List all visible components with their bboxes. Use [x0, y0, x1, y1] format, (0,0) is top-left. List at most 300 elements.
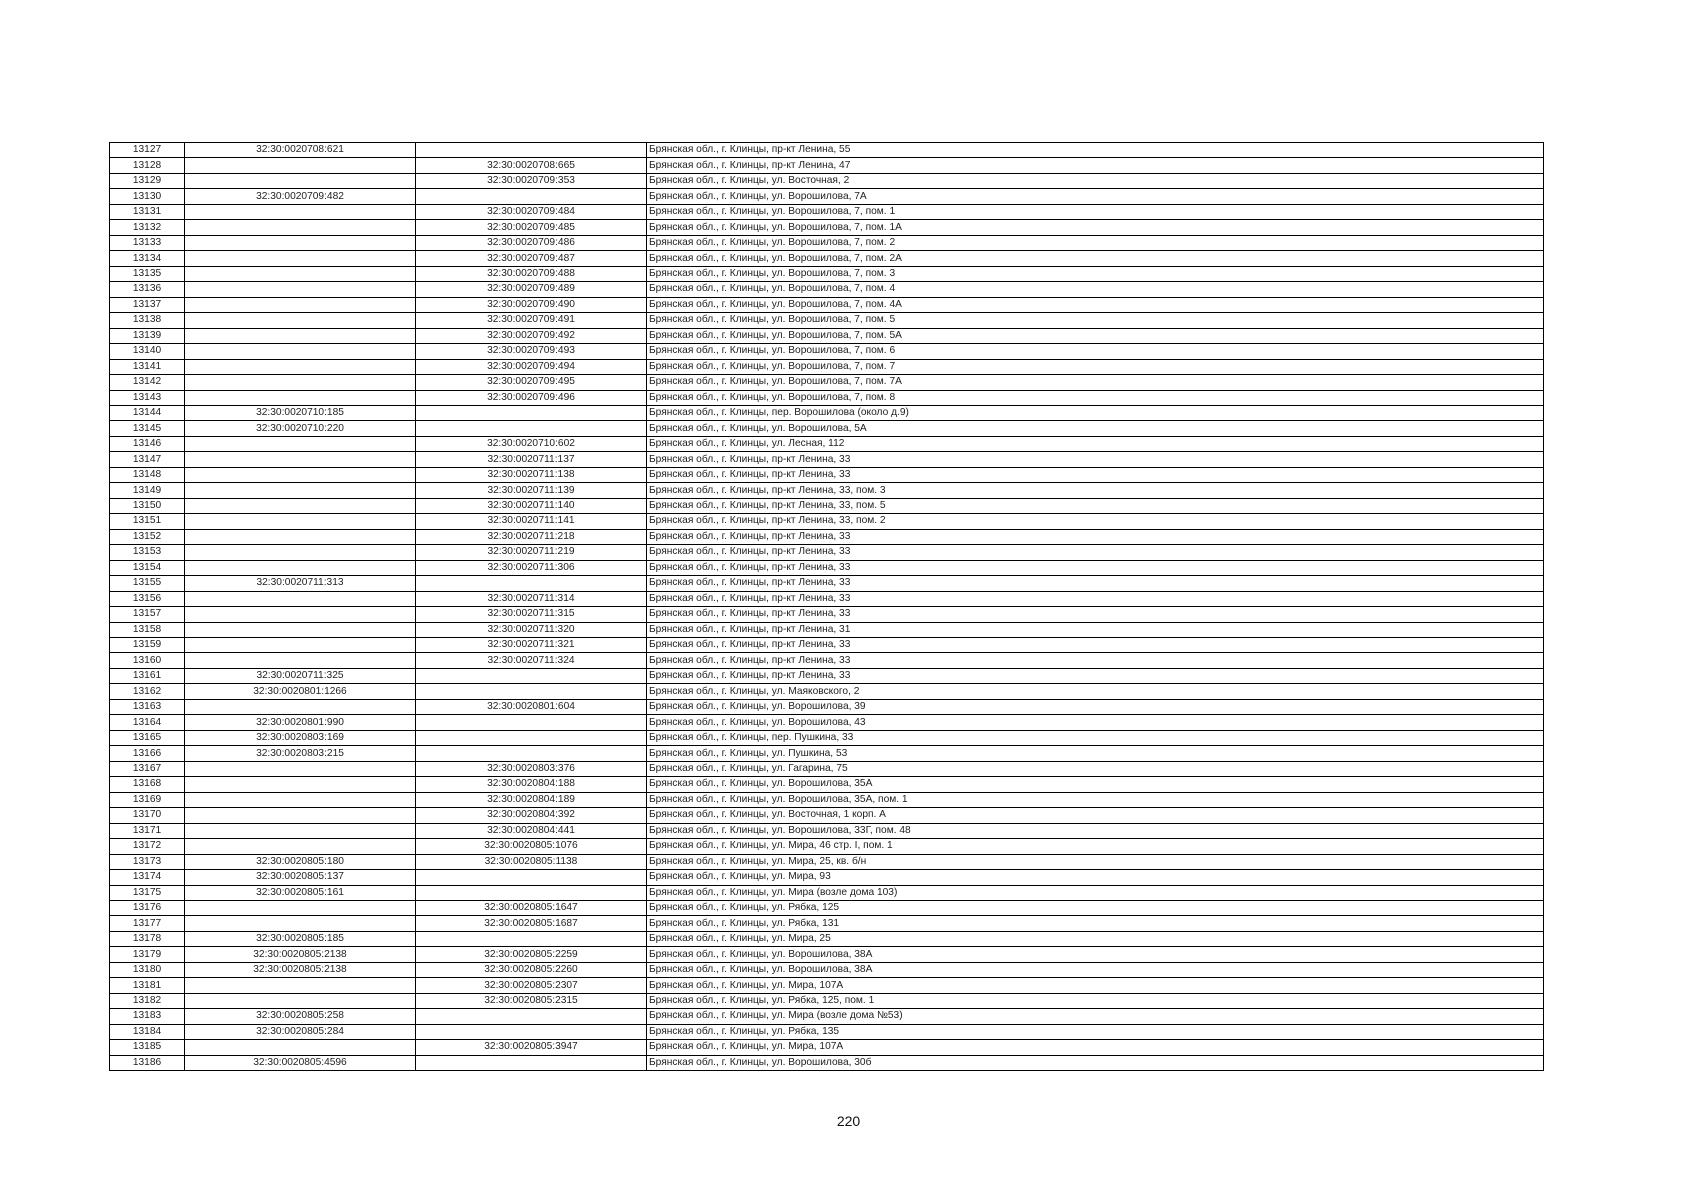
address-cell: Брянская обл., г. Клинцы, пер. Пушкина, 33: [647, 730, 1544, 745]
registry-table-body: [110, 143, 1544, 1071]
address-cell: Брянская обл., г. Клинцы, ул. Ворошилова, 7, пом. 8: [647, 390, 1544, 405]
address-cell: Брянская обл., г. Клинцы, пр-кт Ленина, 33: [647, 452, 1544, 467]
land-cadastral-number-cell: 32:30:0020709:482: [185, 189, 416, 204]
land-cadastral-number-cell: 32:30:0020805:258: [185, 1009, 416, 1024]
table-row: [110, 452, 1544, 467]
land-cadastral-number-cell: 32:30:0020803:169: [185, 730, 416, 745]
table-row: [110, 204, 1544, 219]
land-cadastral-number-cell: [185, 282, 416, 297]
table-row: [110, 173, 1544, 188]
address-cell: Брянская обл., г. Клинцы, ул. Ворошилова, 7, пом. 2А: [647, 251, 1544, 266]
address-cell: Брянская обл., г. Клинцы, ул. Ворошилова, 7, пом. 2: [647, 235, 1544, 250]
land-cadastral-number-cell: 32:30:0020805:2138: [185, 962, 416, 977]
address-cell: Брянская обл., г. Клинцы, пр-кт Ленина, 55: [647, 143, 1544, 158]
object-cadastral-number-cell: 32:30:0020709:496: [416, 390, 647, 405]
land-cadastral-number-cell: [185, 483, 416, 498]
object-cadastral-number-cell: [416, 668, 647, 683]
registry-table: [109, 142, 1544, 1071]
address-cell: Брянская обл., г. Клинцы, ул. Гагарина, 75: [647, 761, 1544, 776]
address-cell: Брянская обл., г. Клинцы, ул. Ворошилова, 7, пом. 7: [647, 359, 1544, 374]
object-cadastral-number-cell: 32:30:0020804:441: [416, 823, 647, 838]
object-cadastral-number-cell: [416, 1055, 647, 1070]
land-cadastral-number-cell: [185, 467, 416, 482]
address-cell: Брянская обл., г. Клинцы, ул. Ворошилова, 30б: [647, 1055, 1544, 1070]
object-cadastral-number-cell: 32:30:0020711:219: [416, 545, 647, 560]
row-number-cell: 13179: [110, 947, 185, 962]
table-row: [110, 638, 1544, 653]
table-row: [110, 684, 1544, 699]
object-cadastral-number-cell: 32:30:0020711:141: [416, 514, 647, 529]
object-cadastral-number-cell: 32:30:0020805:1138: [416, 854, 647, 869]
land-cadastral-number-cell: [185, 344, 416, 359]
row-number-cell: 13161: [110, 668, 185, 683]
address-cell: Брянская обл., г. Клинцы, пр-кт Ленина, 33: [647, 607, 1544, 622]
address-cell: Брянская обл., г. Клинцы, ул. Мира, 25: [647, 931, 1544, 946]
row-number-cell: 13164: [110, 715, 185, 730]
address-cell: Брянская обл., г. Клинцы, пр-кт Ленина, 33: [647, 668, 1544, 683]
land-cadastral-number-cell: [185, 978, 416, 993]
row-number-cell: 13174: [110, 870, 185, 885]
object-cadastral-number-cell: 32:30:0020711:137: [416, 452, 647, 467]
land-cadastral-number-cell: [185, 808, 416, 823]
land-cadastral-number-cell: 32:30:0020708:621: [185, 143, 416, 158]
object-cadastral-number-cell: [416, 421, 647, 436]
object-cadastral-number-cell: [416, 885, 647, 900]
table-row: [110, 808, 1544, 823]
table-row: [110, 220, 1544, 235]
table-row: [110, 1040, 1544, 1055]
table-row: [110, 375, 1544, 390]
row-number-cell: 13132: [110, 220, 185, 235]
object-cadastral-number-cell: 32:30:0020709:494: [416, 359, 647, 374]
address-cell: Брянская обл., г. Клинцы, ул. Мира, 107А: [647, 1040, 1544, 1055]
object-cadastral-number-cell: 32:30:0020804:188: [416, 777, 647, 792]
row-number-cell: 13148: [110, 467, 185, 482]
address-cell: Брянская обл., г. Клинцы, пр-кт Ленина, 33, пом. 3: [647, 483, 1544, 498]
object-cadastral-number-cell: [416, 746, 647, 761]
row-number-cell: 13147: [110, 452, 185, 467]
object-cadastral-number-cell: 32:30:0020709:484: [416, 204, 647, 219]
land-cadastral-number-cell: [185, 823, 416, 838]
object-cadastral-number-cell: 32:30:0020711:138: [416, 467, 647, 482]
row-number-cell: 13137: [110, 297, 185, 312]
address-cell: Брянская обл., г. Клинцы, ул. Ворошилова, 7, пом. 7А: [647, 375, 1544, 390]
object-cadastral-number-cell: [416, 684, 647, 699]
row-number-cell: 13141: [110, 359, 185, 374]
table-row: [110, 715, 1544, 730]
row-number-cell: 13129: [110, 173, 185, 188]
object-cadastral-number-cell: 32:30:0020805:1076: [416, 839, 647, 854]
table-row: [110, 189, 1544, 204]
address-cell: Брянская обл., г. Клинцы, пр-кт Ленина, 47: [647, 158, 1544, 173]
row-number-cell: 13140: [110, 344, 185, 359]
address-cell: Брянская обл., г. Клинцы, ул. Ворошилова, 7, пом. 6: [647, 344, 1544, 359]
row-number-cell: 13151: [110, 514, 185, 529]
table-row: [110, 622, 1544, 637]
table-row: [110, 591, 1544, 606]
row-number-cell: 13173: [110, 854, 185, 869]
address-cell: Брянская обл., г. Клинцы, ул. Ворошилова, 7, пом. 3: [647, 266, 1544, 281]
address-cell: Брянская обл., г. Клинцы, ул. Ворошилова, 33Г, пом. 48: [647, 823, 1544, 838]
land-cadastral-number-cell: 32:30:0020711:325: [185, 668, 416, 683]
table-row: [110, 993, 1544, 1008]
land-cadastral-number-cell: [185, 1040, 416, 1055]
row-number-cell: 13170: [110, 808, 185, 823]
object-cadastral-number-cell: [416, 1024, 647, 1039]
object-cadastral-number-cell: [416, 1009, 647, 1024]
row-number-cell: 13159: [110, 638, 185, 653]
address-cell: Брянская обл., г. Клинцы, ул. Ворошилова, 7, пом. 4А: [647, 297, 1544, 312]
table-row: [110, 545, 1544, 560]
row-number-cell: 13182: [110, 993, 185, 1008]
land-cadastral-number-cell: 32:30:0020805:185: [185, 931, 416, 946]
address-cell: Брянская обл., г. Клинцы, пер. Ворошилова (около д.9): [647, 405, 1544, 420]
table-row: [110, 885, 1544, 900]
land-cadastral-number-cell: [185, 839, 416, 854]
land-cadastral-number-cell: [185, 359, 416, 374]
object-cadastral-number-cell: 32:30:0020711:320: [416, 622, 647, 637]
address-cell: Брянская обл., г. Клинцы, ул. Ворошилова, 38А: [647, 947, 1544, 962]
land-cadastral-number-cell: [185, 638, 416, 653]
row-number-cell: 13143: [110, 390, 185, 405]
address-cell: Брянская обл., г. Клинцы, ул. Ворошилова, 7, пом. 1: [647, 204, 1544, 219]
table-row: [110, 498, 1544, 513]
land-cadastral-number-cell: [185, 622, 416, 637]
object-cadastral-number-cell: 32:30:0020711:324: [416, 653, 647, 668]
row-number-cell: 13162: [110, 684, 185, 699]
table-row: [110, 344, 1544, 359]
address-cell: Брянская обл., г. Клинцы, ул. Ворошилова, 7, пом. 5А: [647, 328, 1544, 343]
table-row: [110, 777, 1544, 792]
row-number-cell: 13181: [110, 978, 185, 993]
address-cell: Брянская обл., г. Клинцы, ул. Ворошилова, 7А: [647, 189, 1544, 204]
land-cadastral-number-cell: [185, 220, 416, 235]
object-cadastral-number-cell: 32:30:0020801:604: [416, 699, 647, 714]
land-cadastral-number-cell: [185, 777, 416, 792]
object-cadastral-number-cell: 32:30:0020709:488: [416, 266, 647, 281]
table-row: [110, 823, 1544, 838]
row-number-cell: 13184: [110, 1024, 185, 1039]
object-cadastral-number-cell: 32:30:0020805:3947: [416, 1040, 647, 1055]
land-cadastral-number-cell: [185, 514, 416, 529]
row-number-cell: 13160: [110, 653, 185, 668]
row-number-cell: 13133: [110, 235, 185, 250]
object-cadastral-number-cell: 32:30:0020709:487: [416, 251, 647, 266]
address-cell: Брянская обл., г. Клинцы, пр-кт Ленина, 33: [647, 576, 1544, 591]
land-cadastral-number-cell: 32:30:0020805:284: [185, 1024, 416, 1039]
table-row: [110, 251, 1544, 266]
table-row: [110, 313, 1544, 328]
row-number-cell: 13136: [110, 282, 185, 297]
row-number-cell: 13168: [110, 777, 185, 792]
address-cell: Брянская обл., г. Клинцы, ул. Ворошилова, 35А: [647, 777, 1544, 792]
row-number-cell: 13157: [110, 607, 185, 622]
address-cell: Брянская обл., г. Клинцы, ул. Рябка, 131: [647, 916, 1544, 931]
land-cadastral-number-cell: [185, 591, 416, 606]
table-row: [110, 900, 1544, 915]
land-cadastral-number-cell: 32:30:0020801:990: [185, 715, 416, 730]
row-number-cell: 13144: [110, 405, 185, 420]
row-number-cell: 13177: [110, 916, 185, 931]
row-number-cell: 13138: [110, 313, 185, 328]
row-number-cell: 13156: [110, 591, 185, 606]
row-number-cell: 13153: [110, 545, 185, 560]
land-cadastral-number-cell: [185, 390, 416, 405]
row-number-cell: 13131: [110, 204, 185, 219]
address-cell: Брянская обл., г. Клинцы, пр-кт Ленина, 33: [647, 638, 1544, 653]
row-number-cell: 13180: [110, 962, 185, 977]
land-cadastral-number-cell: [185, 699, 416, 714]
object-cadastral-number-cell: 32:30:0020805:1647: [416, 900, 647, 915]
address-cell: Брянская обл., г. Клинцы, ул. Ворошилова, 43: [647, 715, 1544, 730]
table-row: [110, 761, 1544, 776]
table-row: [110, 297, 1544, 312]
object-cadastral-number-cell: 32:30:0020709:485: [416, 220, 647, 235]
row-number-cell: 13158: [110, 622, 185, 637]
object-cadastral-number-cell: 32:30:0020805:2307: [416, 978, 647, 993]
table-row: [110, 405, 1544, 420]
land-cadastral-number-cell: [185, 328, 416, 343]
object-cadastral-number-cell: [416, 189, 647, 204]
object-cadastral-number-cell: 32:30:0020803:376: [416, 761, 647, 776]
row-number-cell: 13178: [110, 931, 185, 946]
land-cadastral-number-cell: 32:30:0020805:161: [185, 885, 416, 900]
object-cadastral-number-cell: 32:30:0020709:495: [416, 375, 647, 390]
address-cell: Брянская обл., г. Клинцы, ул. Лесная, 112: [647, 436, 1544, 451]
table-row: [110, 529, 1544, 544]
land-cadastral-number-cell: [185, 375, 416, 390]
table-row: [110, 931, 1544, 946]
object-cadastral-number-cell: [416, 405, 647, 420]
land-cadastral-number-cell: [185, 297, 416, 312]
table-row: [110, 1055, 1544, 1070]
address-cell: Брянская обл., г. Клинцы, пр-кт Ленина, 33, пом. 2: [647, 514, 1544, 529]
land-cadastral-number-cell: [185, 498, 416, 513]
object-cadastral-number-cell: 32:30:0020804:392: [416, 808, 647, 823]
object-cadastral-number-cell: 32:30:0020709:489: [416, 282, 647, 297]
object-cadastral-number-cell: 32:30:0020711:140: [416, 498, 647, 513]
address-cell: Брянская обл., г. Клинцы, ул. Ворошилова, 5А: [647, 421, 1544, 436]
address-cell: Брянская обл., г. Клинцы, ул. Мира, 93: [647, 870, 1544, 885]
row-number-cell: 13142: [110, 375, 185, 390]
land-cadastral-number-cell: [185, 251, 416, 266]
object-cadastral-number-cell: 32:30:0020711:314: [416, 591, 647, 606]
object-cadastral-number-cell: 32:30:0020711:139: [416, 483, 647, 498]
object-cadastral-number-cell: [416, 931, 647, 946]
address-cell: Брянская обл., г. Клинцы, ул. Маяковского, 2: [647, 684, 1544, 699]
object-cadastral-number-cell: 32:30:0020711:306: [416, 560, 647, 575]
table-row: [110, 668, 1544, 683]
object-cadastral-number-cell: 32:30:0020710:602: [416, 436, 647, 451]
row-number-cell: 13130: [110, 189, 185, 204]
land-cadastral-number-cell: [185, 607, 416, 622]
table-row: [110, 483, 1544, 498]
address-cell: Брянская обл., г. Клинцы, ул. Мира, 25, кв. б/н: [647, 854, 1544, 869]
address-cell: Брянская обл., г. Клинцы, пр-кт Ленина, 33: [647, 467, 1544, 482]
object-cadastral-number-cell: 32:30:0020709:491: [416, 313, 647, 328]
table-row: [110, 266, 1544, 281]
land-cadastral-number-cell: 32:30:0020711:313: [185, 576, 416, 591]
land-cadastral-number-cell: [185, 653, 416, 668]
land-cadastral-number-cell: [185, 313, 416, 328]
table-row: [110, 390, 1544, 405]
land-cadastral-number-cell: [185, 235, 416, 250]
table-row: [110, 1009, 1544, 1024]
address-cell: Брянская обл., г. Клинцы, ул. Рябка, 135: [647, 1024, 1544, 1039]
row-number-cell: 13185: [110, 1040, 185, 1055]
table-row: [110, 699, 1544, 714]
object-cadastral-number-cell: 32:30:0020711:315: [416, 607, 647, 622]
address-cell: Брянская обл., г. Клинцы, пр-кт Ленина, 33: [647, 545, 1544, 560]
row-number-cell: 13152: [110, 529, 185, 544]
object-cadastral-number-cell: [416, 143, 647, 158]
table-row: [110, 962, 1544, 977]
table-row: [110, 730, 1544, 745]
address-cell: Брянская обл., г. Клинцы, ул. Мира, 107А: [647, 978, 1544, 993]
table-row: [110, 978, 1544, 993]
address-cell: Брянская обл., г. Клинцы, ул. Восточная, 1 корп. А: [647, 808, 1544, 823]
table-row: [110, 467, 1544, 482]
row-number-cell: 13165: [110, 730, 185, 745]
address-cell: Брянская обл., г. Клинцы, ул. Ворошилова, 38А: [647, 962, 1544, 977]
object-cadastral-number-cell: 32:30:0020804:189: [416, 792, 647, 807]
address-cell: Брянская обл., г. Клинцы, пр-кт Ленина, 33: [647, 529, 1544, 544]
address-cell: Брянская обл., г. Клинцы, ул. Ворошилова, 7, пом. 4: [647, 282, 1544, 297]
land-cadastral-number-cell: [185, 993, 416, 1008]
land-cadastral-number-cell: 32:30:0020805:4596: [185, 1055, 416, 1070]
object-cadastral-number-cell: [416, 870, 647, 885]
address-cell: Брянская обл., г. Клинцы, ул. Ворошилова, 35А, пом. 1: [647, 792, 1544, 807]
table-row: [110, 916, 1544, 931]
row-number-cell: 13135: [110, 266, 185, 281]
row-number-cell: 13127: [110, 143, 185, 158]
land-cadastral-number-cell: [185, 452, 416, 467]
row-number-cell: 13175: [110, 885, 185, 900]
row-number-cell: 13169: [110, 792, 185, 807]
object-cadastral-number-cell: 32:30:0020711:218: [416, 529, 647, 544]
object-cadastral-number-cell: 32:30:0020805:1687: [416, 916, 647, 931]
table-row: [110, 870, 1544, 885]
address-cell: Брянская обл., г. Клинцы, ул. Рябка, 125, пом. 1: [647, 993, 1544, 1008]
land-cadastral-number-cell: 32:30:0020801:1266: [185, 684, 416, 699]
row-number-cell: 13167: [110, 761, 185, 776]
table-row: [110, 792, 1544, 807]
object-cadastral-number-cell: 32:30:0020709:490: [416, 297, 647, 312]
address-cell: Брянская обл., г. Клинцы, ул. Пушкина, 53: [647, 746, 1544, 761]
table-row: [110, 235, 1544, 250]
object-cadastral-number-cell: 32:30:0020708:665: [416, 158, 647, 173]
land-cadastral-number-cell: 32:30:0020710:185: [185, 405, 416, 420]
row-number-cell: 13166: [110, 746, 185, 761]
table-row: [110, 560, 1544, 575]
table-row: [110, 746, 1544, 761]
land-cadastral-number-cell: [185, 529, 416, 544]
table-row: [110, 854, 1544, 869]
row-number-cell: 13176: [110, 900, 185, 915]
land-cadastral-number-cell: [185, 916, 416, 931]
object-cadastral-number-cell: 32:30:0020805:2259: [416, 947, 647, 962]
row-number-cell: 13150: [110, 498, 185, 513]
row-number-cell: 13139: [110, 328, 185, 343]
table-row: [110, 653, 1544, 668]
object-cadastral-number-cell: 32:30:0020711:321: [416, 638, 647, 653]
land-cadastral-number-cell: 32:30:0020805:2138: [185, 947, 416, 962]
address-cell: Брянская обл., г. Клинцы, ул. Ворошилова, 7, пом. 1А: [647, 220, 1544, 235]
land-cadastral-number-cell: 32:30:0020805:137: [185, 870, 416, 885]
table-row: [110, 143, 1544, 158]
row-number-cell: 13183: [110, 1009, 185, 1024]
object-cadastral-number-cell: 32:30:0020805:2315: [416, 993, 647, 1008]
address-cell: Брянская обл., г. Клинцы, ул. Мира (возле дома 103): [647, 885, 1544, 900]
land-cadastral-number-cell: 32:30:0020805:180: [185, 854, 416, 869]
table-row: [110, 1024, 1544, 1039]
object-cadastral-number-cell: [416, 715, 647, 730]
land-cadastral-number-cell: 32:30:0020803:215: [185, 746, 416, 761]
row-number-cell: 13154: [110, 560, 185, 575]
table-row: [110, 436, 1544, 451]
table-row: [110, 328, 1544, 343]
table-row: [110, 158, 1544, 173]
address-cell: Брянская обл., г. Клинцы, пр-кт Ленина, 33: [647, 653, 1544, 668]
address-cell: Брянская обл., г. Клинцы, пр-кт Ленина, 33: [647, 591, 1544, 606]
land-cadastral-number-cell: [185, 792, 416, 807]
row-number-cell: 13145: [110, 421, 185, 436]
table-row: [110, 359, 1544, 374]
row-number-cell: 13186: [110, 1055, 185, 1070]
land-cadastral-number-cell: [185, 158, 416, 173]
table-row: [110, 514, 1544, 529]
land-cadastral-number-cell: [185, 545, 416, 560]
address-cell: Брянская обл., г. Клинцы, пр-кт Ленина, 33: [647, 560, 1544, 575]
page-number: 220: [836, 1113, 861, 1129]
table-row: [110, 576, 1544, 591]
land-cadastral-number-cell: [185, 204, 416, 219]
row-number-cell: 13128: [110, 158, 185, 173]
address-cell: Брянская обл., г. Клинцы, ул. Восточная, 2: [647, 173, 1544, 188]
row-number-cell: 13146: [110, 436, 185, 451]
row-number-cell: 13172: [110, 839, 185, 854]
object-cadastral-number-cell: 32:30:0020709:492: [416, 328, 647, 343]
land-cadastral-number-cell: [185, 173, 416, 188]
object-cadastral-number-cell: 32:30:0020709:353: [416, 173, 647, 188]
row-number-cell: 13171: [110, 823, 185, 838]
row-number-cell: 13155: [110, 576, 185, 591]
table-row: [110, 947, 1544, 962]
land-cadastral-number-cell: 32:30:0020710:220: [185, 421, 416, 436]
row-number-cell: 13149: [110, 483, 185, 498]
address-cell: Брянская обл., г. Клинцы, ул. Мира (возле дома №53): [647, 1009, 1544, 1024]
table-row: [110, 421, 1544, 436]
address-cell: Брянская обл., г. Клинцы, пр-кт Ленина, 33, пом. 5: [647, 498, 1544, 513]
object-cadastral-number-cell: [416, 730, 647, 745]
object-cadastral-number-cell: 32:30:0020805:2260: [416, 962, 647, 977]
table-row: [110, 282, 1544, 297]
row-number-cell: 13163: [110, 699, 185, 714]
land-cadastral-number-cell: [185, 761, 416, 776]
table-row: [110, 607, 1544, 622]
object-cadastral-number-cell: 32:30:0020709:486: [416, 235, 647, 250]
object-cadastral-number-cell: [416, 576, 647, 591]
land-cadastral-number-cell: [185, 436, 416, 451]
land-cadastral-number-cell: [185, 900, 416, 915]
address-cell: Брянская обл., г. Клинцы, ул. Мира, 46 стр. I, пом. 1: [647, 839, 1544, 854]
address-cell: Брянская обл., г. Клинцы, пр-кт Ленина, 31: [647, 622, 1544, 637]
address-cell: Брянская обл., г. Клинцы, ул. Ворошилова, 7, пом. 5: [647, 313, 1544, 328]
land-cadastral-number-cell: [185, 266, 416, 281]
address-cell: Брянская обл., г. Клинцы, ул. Ворошилова, 39: [647, 699, 1544, 714]
address-cell: Брянская обл., г. Клинцы, ул. Рябка, 125: [647, 900, 1544, 915]
land-cadastral-number-cell: [185, 560, 416, 575]
